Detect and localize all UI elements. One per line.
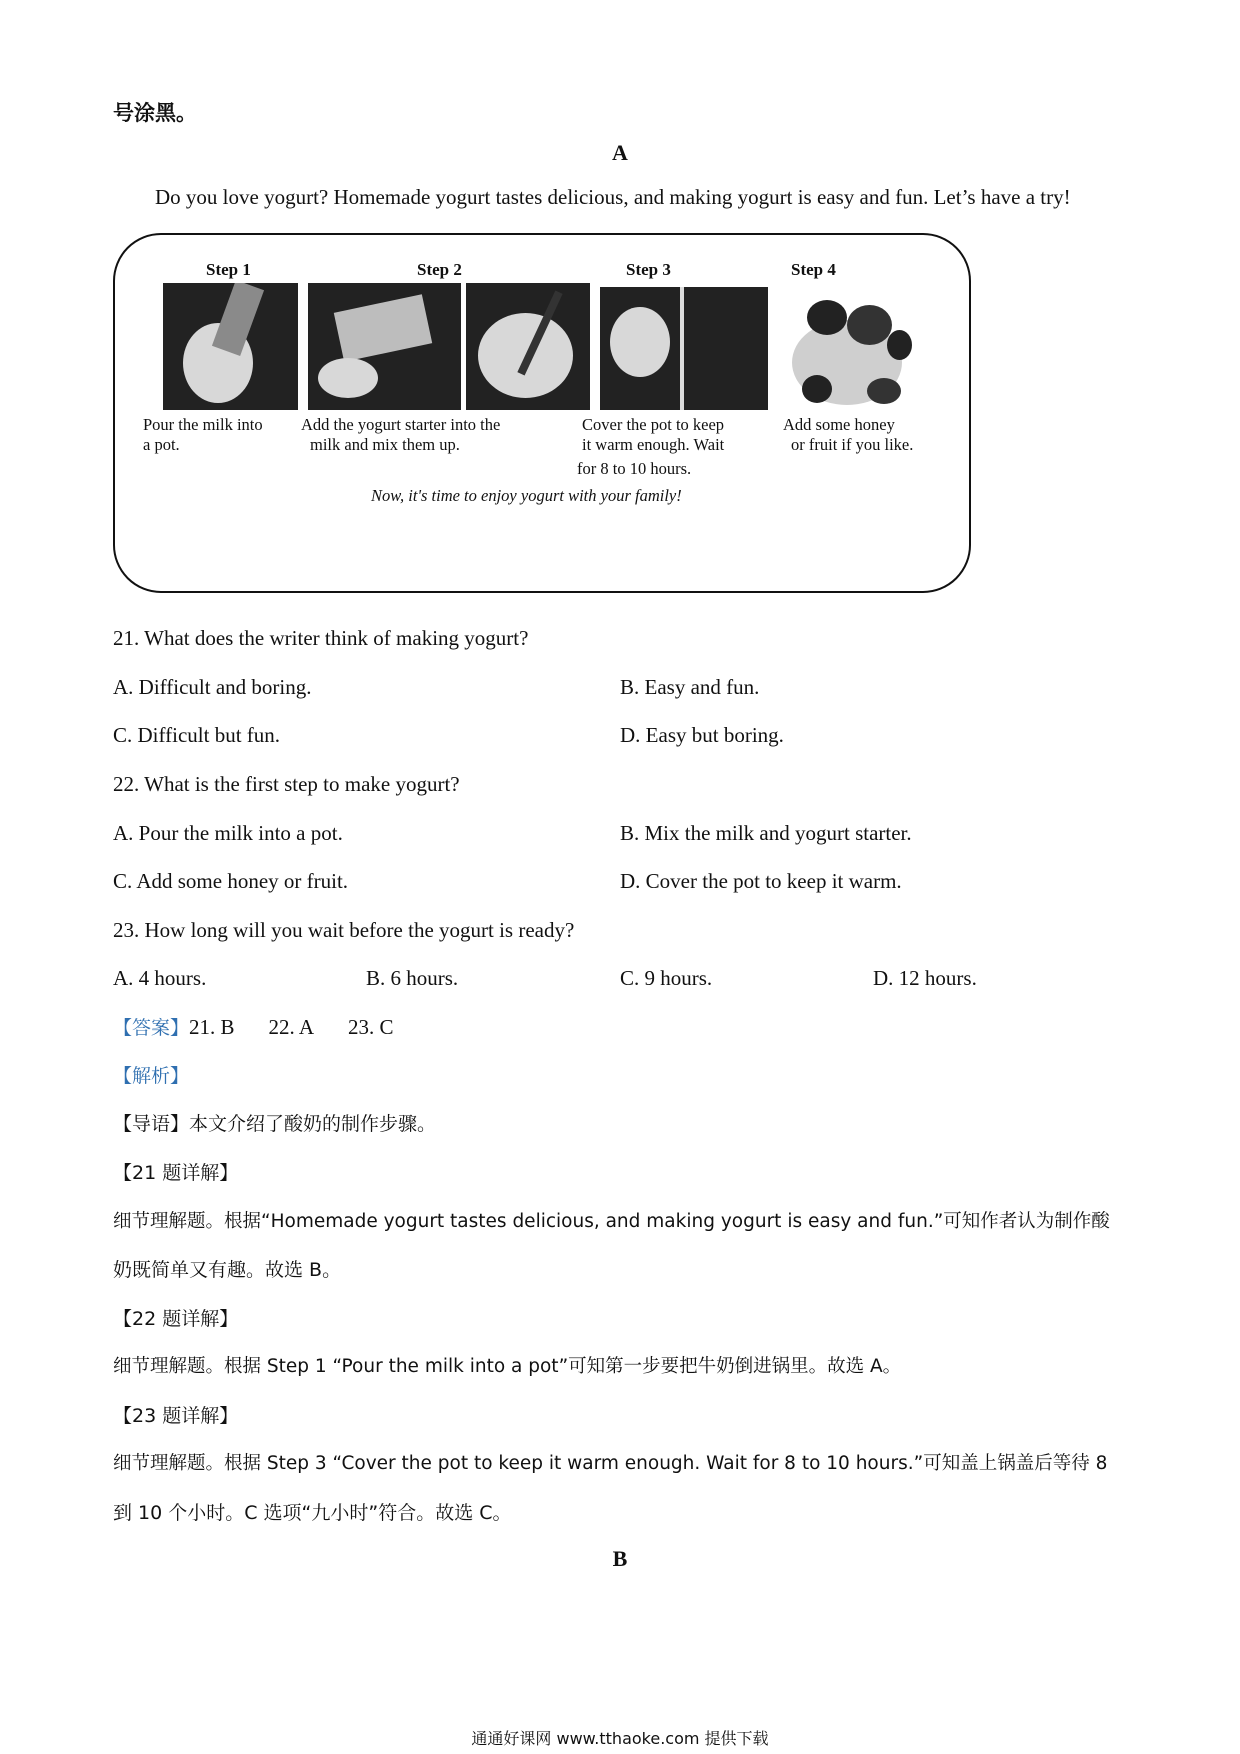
step-4-photo: [787, 290, 922, 410]
step-4-title: Step 4: [791, 260, 836, 279]
answer-label: 【答案】: [113, 1017, 190, 1039]
question-23-option-c: C. 9 hours.: [620, 966, 713, 990]
detail-22-line-1: 细节理解题。根据 Step 1 “Pour the milk into a pot”可知第一步要把牛奶倒进锅里。故选 A。: [113, 1356, 902, 1377]
step-3-caption: Cover the pot to keep it warm enough. Wait for 8 to 10 hours.: [577, 415, 725, 478]
step-2-photo-left: [308, 283, 461, 410]
card-closing: Now, it's time to enjoy yogurt with your family!: [371, 486, 682, 505]
section-b-letter: B: [612, 1546, 628, 1571]
answer-21: 21. B: [189, 1015, 235, 1039]
question-21-option-b: B. Easy and fun.: [620, 675, 760, 699]
question-23-stem: 23. How long will you wait before the yogurt is ready?: [113, 918, 575, 942]
question-22-stem: 22. What is the first step to make yogurt?: [113, 772, 460, 796]
step-4-caption: Add some honey or fruit if you like.: [783, 415, 914, 454]
question-22-option-d: D. Cover the pot to keep it warm.: [620, 869, 902, 893]
detail-23-line-2: 到 10 个小时。C 选项“九小时”符合。故选 C。: [113, 1502, 512, 1524]
question-22-option-a: A. Pour the milk into a pot.: [113, 821, 343, 845]
detail-23-heading: 【23 题详解】: [113, 1405, 239, 1427]
detail-23-line-1: 细节理解题。根据 Step 3 “Cover the pot to keep it warm enough. Wait for 8 to 10 hours.”可知盖上锅盖后等待 8: [113, 1453, 1108, 1474]
page-footer: 通通好课网 www.tthaoke.com 提供下载: [471, 1729, 769, 1748]
question-21-option-d: D. Easy but boring.: [620, 723, 784, 747]
guide-text: 【导语】本文介绍了酸奶的制作步骤。: [113, 1113, 437, 1135]
step-2-photo-right: [466, 283, 590, 410]
question-23-option-d: D. 12 hours.: [873, 966, 977, 990]
step-2-caption: Add the yogurt starter into the milk and mix them up.: [301, 415, 501, 454]
question-22-option-c: C. Add some honey or fruit.: [113, 869, 349, 893]
answer-22: 22. A: [268, 1015, 315, 1039]
detail-21-heading: 【21 题详解】: [113, 1162, 239, 1184]
answer-line: [113, 1014, 394, 1041]
step-1-title: Step 1: [206, 260, 251, 279]
question-23-option-a: A. 4 hours.: [113, 966, 207, 990]
step-3-photo: [600, 287, 768, 410]
detail-21-line-1: 细节理解题。根据“Homemade yogurt tastes delicious, and making yogurt is easy and fun.”可知作者认为制作酸: [113, 1211, 1110, 1232]
question-21-stem: 21. What does the writer think of making yogurt?: [113, 626, 529, 650]
section-a-intro: Do you love yogurt? Homemade yogurt tastes delicious, and making yogurt is easy and fun. Let’s have a try!: [155, 185, 1071, 209]
step-3-title: Step 3: [626, 260, 671, 279]
analysis-label: 【解析】: [113, 1065, 190, 1087]
step-2-title: Step 2: [417, 260, 462, 279]
header-fragment: 号涂黑。: [113, 101, 197, 125]
detail-22-heading: 【22 题详解】: [113, 1308, 239, 1330]
step-1-photo: [163, 283, 298, 410]
question-21-option-c: C. Difficult but fun.: [113, 723, 281, 747]
question-23-option-b: B. 6 hours.: [366, 966, 459, 990]
question-22-option-b: B. Mix the milk and yogurt starter.: [620, 821, 912, 845]
section-a-letter: A: [612, 140, 628, 165]
detail-21-line-2: 奶既简单又有趣。故选 B。: [113, 1259, 342, 1281]
step-1-caption: Pour the milk into a pot.: [143, 415, 263, 454]
question-21-option-a: A. Difficult and boring.: [113, 675, 312, 699]
answer-23: 23. C: [348, 1015, 394, 1039]
